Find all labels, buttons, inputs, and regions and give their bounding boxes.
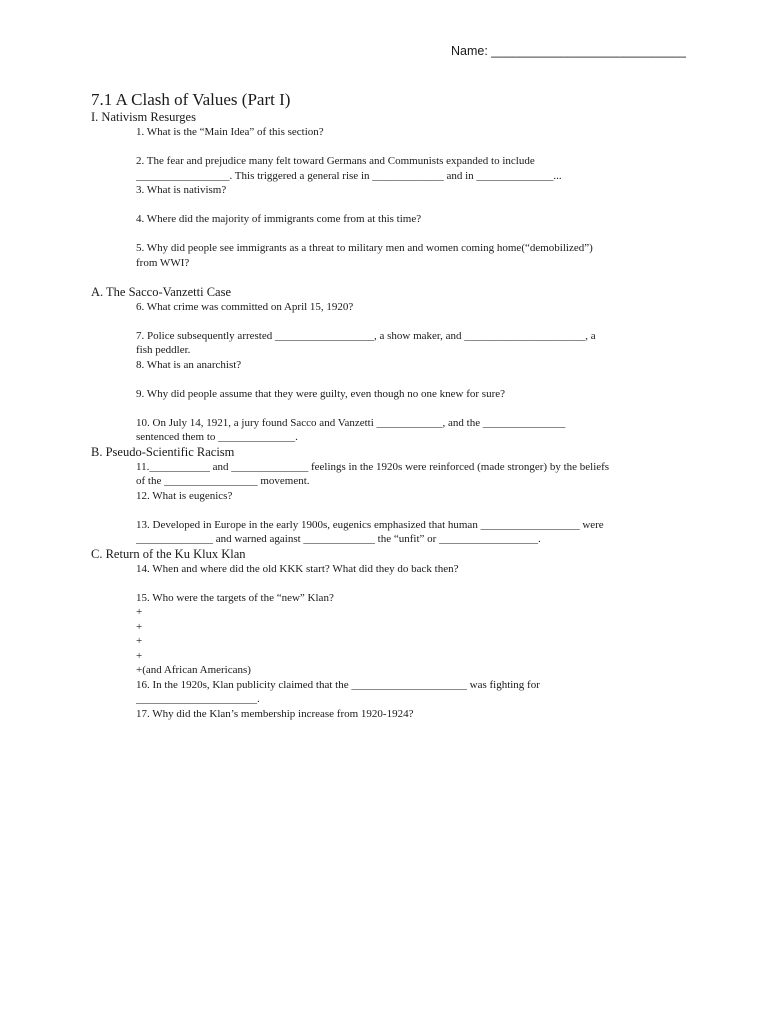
blank-line [91,140,691,155]
question-line: from WWI? [136,256,190,269]
question-line: 12. What is eugenics? [136,489,233,502]
blank-line [91,401,691,416]
question-line: sentenced them to ______________. [136,431,298,443]
bullet-line: + [136,620,143,633]
question-line: 4. Where did the majority of immigrants come from at this time? [136,213,422,225]
section-heading-ku-klux-klan: C. Return of the Ku Klux Klan [91,546,246,561]
question-line: 16. In the 1920s, Klan publicity claimed that the _____________________ was fighting for [136,678,540,691]
section-heading-pseudo-scientific-racism: B. Pseudo-Scientific Racism [91,444,235,459]
worksheet [91,90,691,721]
question-line: 3. What is nativism? [136,184,227,196]
bullet-line: + [136,635,143,647]
question-line: 5. Why did people see immigrants as a threat to military men and women coming home(“demobilized”) [136,242,593,254]
blank-line [91,576,691,591]
question-line: 15. Who were the targets of the “new” Klan? [136,591,334,604]
blank-line [91,372,691,387]
bullet-line: + [136,606,143,618]
question-line: 13. Developed in Europe in the early 1900s, eugenics emphasized that human __________________ were [136,518,604,531]
blank-line [91,227,691,242]
name-field-label: Name: ____________________________ [451,44,686,58]
blank-line [91,198,691,213]
question-line: fish peddler. [136,344,191,356]
question-line: 14. When and where did the old KKK start? What did they do back then? [136,562,459,575]
question-line: 9. Why did people assume that they were guilty, even though no one knew for sure? [136,387,506,400]
worksheet-title: 7.1 A Clash of Values (Part I) [91,90,291,109]
question-line: ______________________. [136,693,260,705]
section-heading-sacco-vanzetti: A. The Sacco-Vanzetti Case [91,284,231,299]
question-line: of the _________________ movement. [136,475,310,487]
question-line: _________________. This triggered a general rise in _____________ and in ______________... [136,169,562,182]
spacer [91,270,691,285]
question-line: 7. Police subsequently arrested __________________, a show maker, and ______________________, a [136,329,596,342]
question-line: 8. What is an anarchist? [136,358,242,371]
question-line: 6. What crime was committed on April 15, 1920? [136,300,354,313]
question-line: 1. What is the “Main Idea” of this section? [136,126,324,138]
bullet-line: +(and African Americans) [136,664,251,676]
question-line: 2. The fear and prejudice many felt toward Germans and Communists expanded to include [136,155,535,167]
question-line: ______________ and warned against _____________ the “unfit” or __________________. [136,533,541,545]
question-line: 17. Why did the Klan’s membership increase from 1920-1924? [136,707,414,720]
blank-line [91,314,691,329]
bullet-line: + [136,649,143,662]
section-heading-nativism: I. Nativism Resurges [91,110,196,124]
blank-line [91,503,691,518]
question-line: 11.___________ and ______________ feelings in the 1920s were reinforced (made stronger) by the beliefs [136,460,610,473]
question-line: 10. On July 14, 1921, a jury found Sacco and Vanzetti ____________, and the _______________ [136,416,566,429]
